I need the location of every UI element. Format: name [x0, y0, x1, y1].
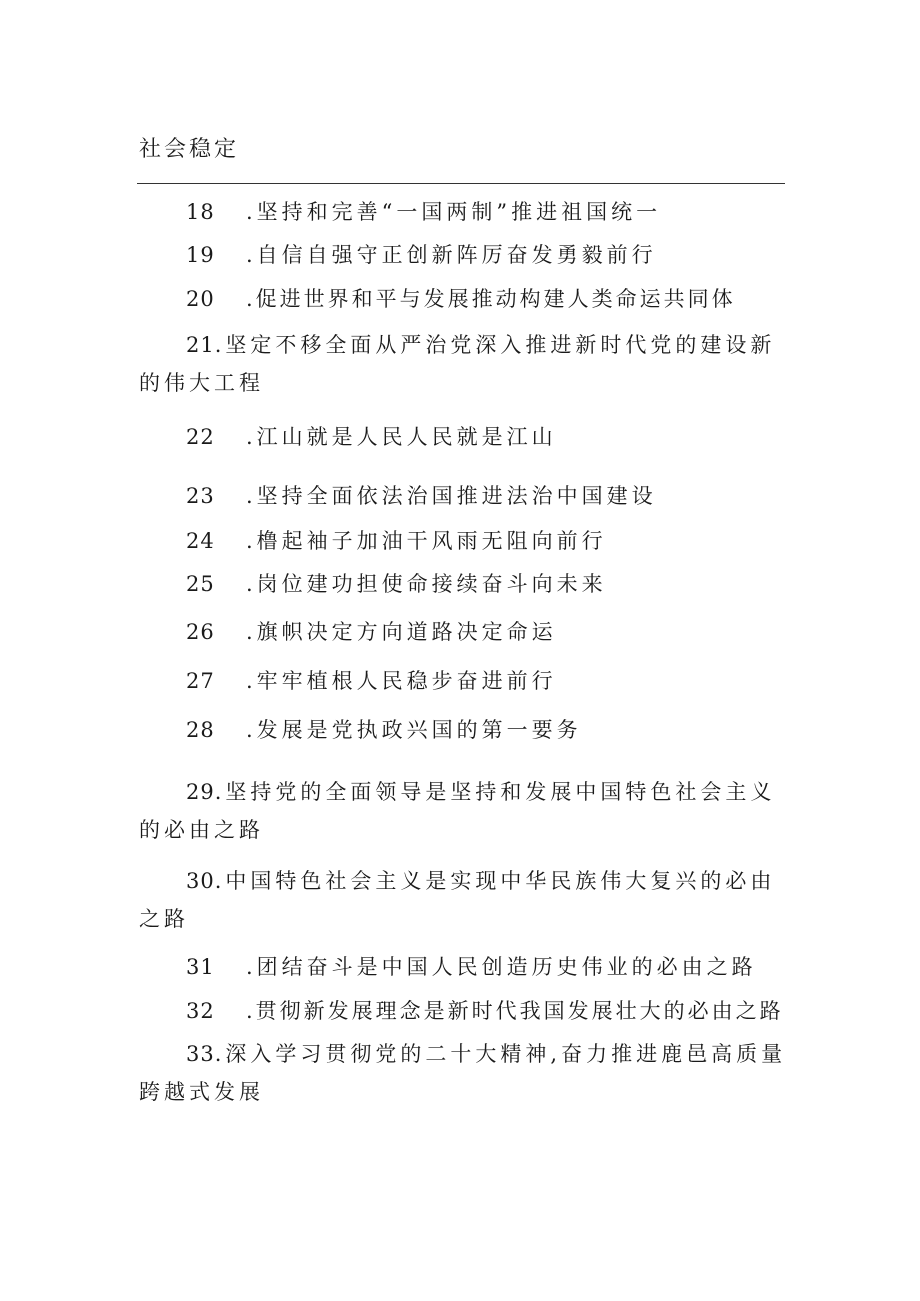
item-text: .自信自强守正创新阵厉奋发勇毅前行	[246, 243, 657, 267]
item-number: 29	[186, 780, 215, 804]
item-text: .深入学习贯彻党的二十大精神,奋力推进鹿邑高质量跨越式发展	[139, 1042, 787, 1104]
item-number: 18	[186, 200, 215, 224]
item-number: 32	[186, 999, 215, 1023]
item-number: 20	[186, 287, 215, 311]
section-heading: 社会稳定	[139, 137, 240, 162]
item-text: .旗帜决定方向道路决定命运	[246, 620, 557, 644]
item-text: .发展是党执政兴国的第一要务	[246, 718, 582, 742]
heading-divider	[137, 183, 785, 184]
item-number: 22	[186, 425, 215, 449]
item-text: .贯彻新发展理念是新时代我国发展壮大的必由之路	[246, 999, 784, 1023]
item-text: .坚持党的全面领导是坚持和发展中国特色社会主义的必由之路	[139, 780, 776, 842]
item-number: 27	[186, 669, 215, 693]
item-text: .团结奋斗是中国人民创造历史伟业的必由之路	[246, 955, 757, 979]
item-number: 19	[186, 243, 215, 267]
item-number: 30	[186, 869, 215, 893]
item-text: .促进世界和平与发展推动构建人类命运共同体	[246, 287, 736, 311]
list-item	[139, 862, 789, 938]
list-item	[139, 773, 789, 849]
item-number: 25	[186, 572, 215, 596]
list-item	[139, 326, 789, 402]
item-text: .中国特色社会主义是实现中华民族伟大复兴的必由之路	[139, 869, 776, 931]
item-number: 31	[186, 955, 215, 979]
list-item	[139, 1035, 789, 1111]
item-text: .牢牢植根人民稳步奋进前行	[246, 669, 557, 693]
item-number: 28	[186, 718, 215, 742]
item-text: .岗位建功担使命接续奋斗向未来	[246, 572, 607, 596]
item-text: .坚定不移全面从严治党深入推进新时代党的建设新的伟大工程	[139, 333, 776, 395]
item-number: 21	[186, 333, 215, 357]
item-text: .江山就是人民人民就是江山	[246, 425, 557, 449]
item-number: 33	[186, 1042, 215, 1066]
item-number: 23	[186, 484, 215, 508]
item-text: .坚持全面依法治国推进法治中国建设	[246, 484, 657, 508]
item-text: .橹起袖子加油干风雨无阻向前行	[246, 529, 607, 553]
item-number: 24	[186, 529, 215, 553]
item-number: 26	[186, 620, 215, 644]
item-text: .坚持和完善“一国两制”推进祖国统一	[246, 200, 662, 224]
